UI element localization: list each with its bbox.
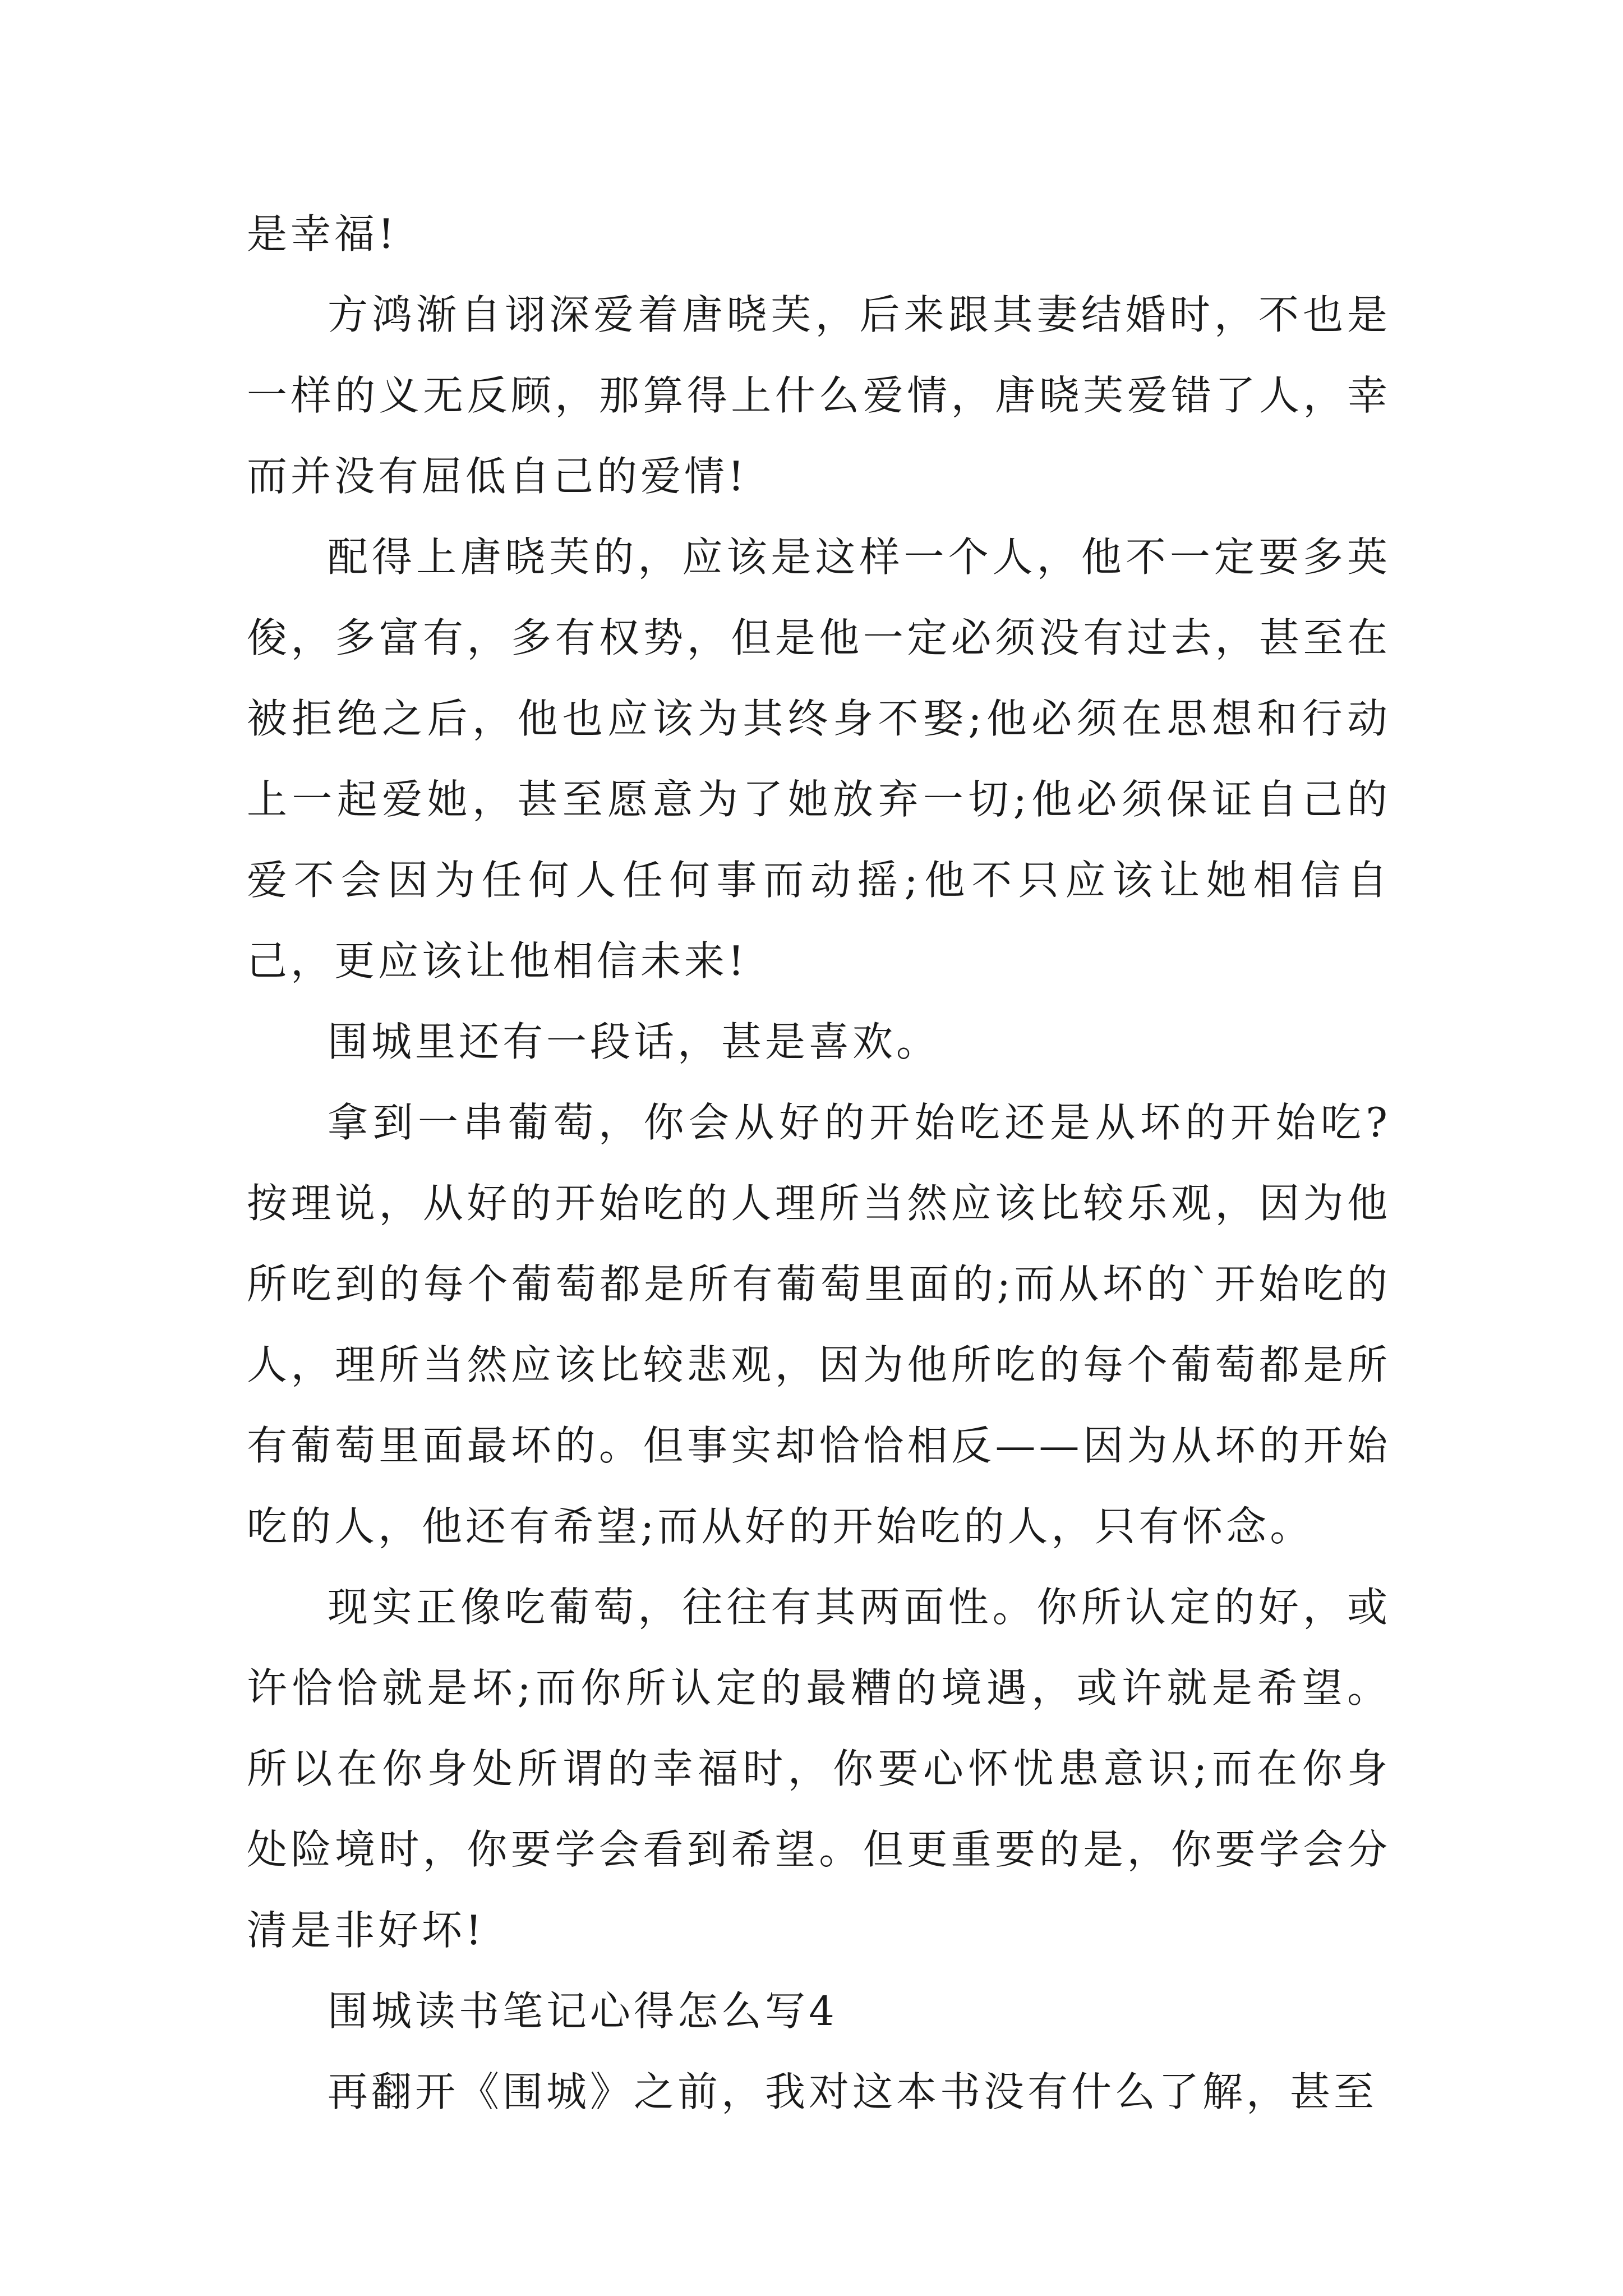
paragraph-1: 是幸福!: [247, 210, 398, 257]
paragraph-5: 拿到一串葡萄，你会从好的开始吃还是从坏的开始吃?按理说，从好的开始吃的人理所当然应该比较乐观，因为他所吃到的每个葡萄都是所有葡萄里面的;而从坏的`开始吃的人，理所当然应该比较悲观，因为他所吃的每个葡萄都是所有葡萄里面最坏的。但事实却恰恰相反——因为从坏的开始吃的人，他还有希望;而从好的开始吃的人，只有怀念。: [247, 1099, 1391, 1550]
section-heading: 围城读书笔记心得怎么写4: [328, 1987, 838, 2035]
paragraph-2: 方鸿渐自诩深爱着唐晓芙，后来跟其妻结婚时，不也是一样的义无反顾，那算得上什么爱情，唐晓芙爱错了人，幸而并没有屈低自己的爱情!: [247, 291, 1391, 500]
document-body: [247, 194, 1391, 2132]
paragraph-4: 围城里还有一段话，甚是喜欢。: [328, 1018, 940, 1065]
paragraph-3: 配得上唐晓芙的，应该是这样一个人，他不一定要多英俊，多富有，多有权势，但是他一定必须没有过去，甚至在被拒绝之后，他也应该为其终身不娶;他必须在思想和行动上一起爱她，甚至愿意为了她放弃一切;他必须保证自己的爱不会因为任何人任何事而动摇;他不只应该让她相信自己，更应该让他相信未来!: [247, 533, 1391, 984]
paragraph-7: 再翻开《围城》之前，我对这本书没有什么了解，甚至: [328, 2068, 1378, 2115]
paragraph-6: 现实正像吃葡萄，往往有其两面性。你所认定的好，或许恰恰就是坏;而你所认定的最糟的境遇，或许就是希望。所以在你身处所谓的幸福时，你要心怀忧患意识;而在你身处险境时，你要学会看到希望。但更重要的是，你要学会分清是非好坏!: [247, 1584, 1391, 1954]
